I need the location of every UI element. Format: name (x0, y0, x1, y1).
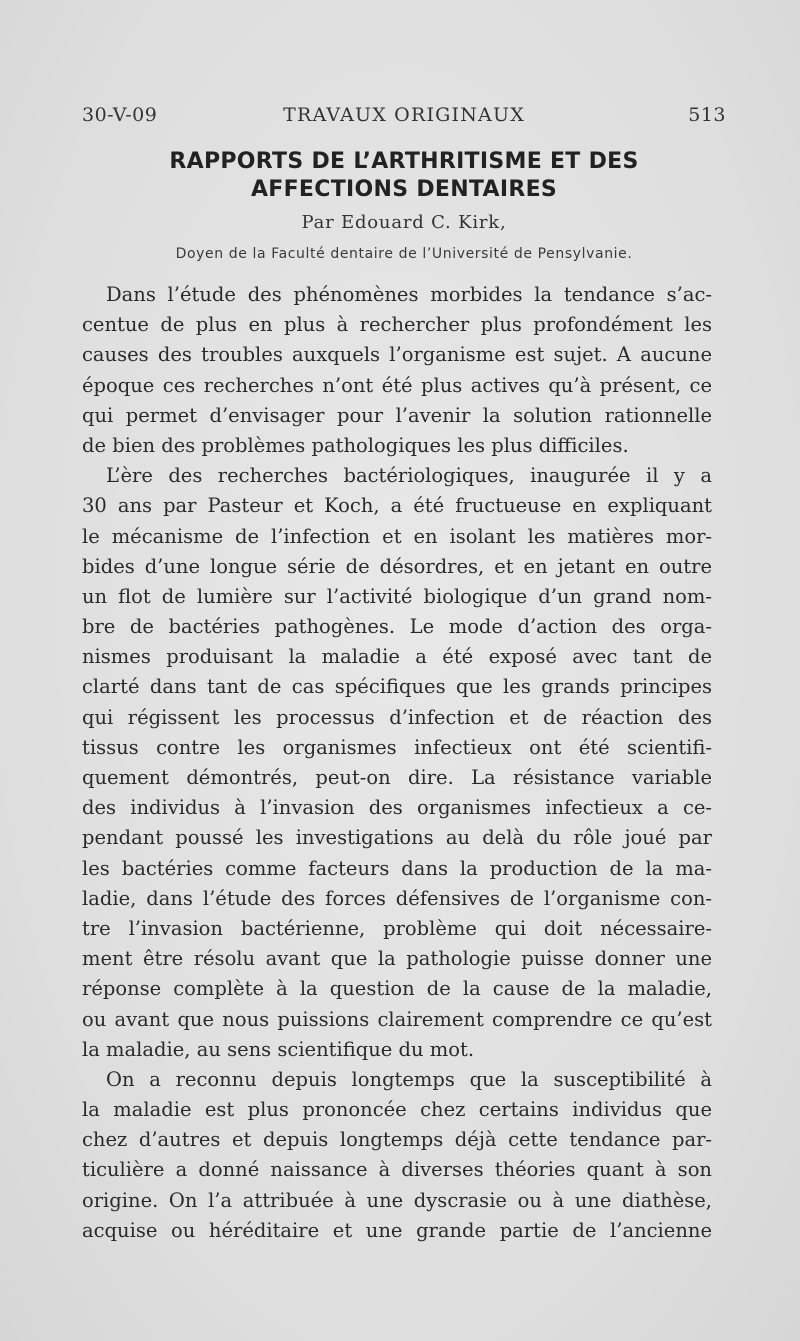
text-line: origine. On l’a attribuée à une dyscrasie ou à une diathèse, (82, 1188, 712, 1212)
article-title (82, 148, 726, 204)
text-line: acquise ou héréditaire et une grande partie de l’ancienne (82, 1218, 712, 1242)
text-line: des individus à l’invasion des organismes infectieux a ce- (82, 796, 712, 820)
article-body (82, 280, 712, 1246)
text-line: les bactéries comme facteurs dans la production de la ma- (82, 856, 712, 880)
page-number: 513 (688, 104, 726, 126)
running-head (82, 104, 726, 132)
header-section-title: TRAVAUX ORIGINAUX (283, 104, 525, 126)
text-line: qui permet d’envisager pour l’avenir la solution rationnelle (82, 403, 712, 427)
paragraph (82, 461, 712, 1065)
text-line: centue de plus en plus à rechercher plus profondément les (82, 313, 712, 337)
text-line: ment être résolu avant que la pathologie puisse donner une (82, 947, 712, 971)
text-line: bides d’une longue série de désordres, et en jetant en outre (82, 554, 712, 578)
author-affiliation: Doyen de la Faculté dentaire de l’Université de Pensylvanie. (175, 246, 633, 262)
paragraph (82, 1065, 712, 1246)
paragraph (82, 280, 712, 461)
text-line: réponse complète à la question de la cause de la maladie, (82, 977, 712, 1001)
text-line: ladie, dans l’étude des forces défensives de l’organisme con- (82, 886, 712, 910)
text-line: 30 ans par Pasteur et Koch, a été fructueuse en expliquant (82, 494, 712, 518)
text-line: tissus contre les organismes infectieux ont été scientifi- (82, 735, 712, 759)
text-line: quement démontrés, peut-on dire. La résistance variable (82, 766, 712, 789)
header-date: 30-V-09 (82, 104, 158, 126)
text-line: un flot de lumière sur l’activité biologique d’un grand nom- (82, 584, 712, 608)
article-title-line-1: RAPPORTS DE L’ARTHRITISME ET DES (169, 149, 639, 174)
text-line: On a reconnu depuis longtemps que la susceptibilité à (106, 1067, 712, 1091)
text-line: qui régissent les processus d’infection et de réaction des (82, 705, 712, 729)
article-title-line-2: AFFECTIONS DENTAIRES (250, 177, 558, 202)
text-line: ticulière a donné naissance à diverses théories quant à son (82, 1158, 712, 1182)
text-line: époque ces recherches n’ont été plus actives qu’à présent, ce (82, 373, 712, 397)
text-line: bre de bactéries pathogènes. Le mode d’action des orga- (82, 615, 712, 639)
text-line: nismes produisant la maladie a été exposé avec tant de (82, 645, 712, 669)
text-line: L’ère des recherches bactériologiques, inaugurée il y a (106, 464, 712, 488)
text-line: la maladie est plus prononcée chez certains individus que (82, 1098, 712, 1122)
text-line: la maladie, au sens scientifique du mot. (82, 1037, 475, 1061)
text-line: ou avant que nous puissions clairement comprendre ce qu’est (82, 1007, 712, 1031)
text-line: clarté dans tant de cas spécifiques que les grands principes (82, 675, 712, 699)
text-line: causes des troubles auxquels l’organisme est sujet. A aucune (82, 343, 712, 367)
text-line: Dans l’étude des phénomènes morbides la tendance s’ac- (106, 283, 712, 306)
text-line: chez d’autres et depuis longtemps déjà cette tendance par- (82, 1128, 712, 1152)
text-line: le mécanisme de l’infection et en isolant les matières mor- (82, 524, 712, 548)
text-line: de bien des problèmes pathologiques les plus difficiles. (82, 433, 629, 457)
text-line: tre l’invasion bactérienne, problème qui doit nécessaire- (82, 916, 712, 940)
author-byline: Par Edouard C. Kirk, (301, 212, 507, 233)
text-line: pendant poussé les investigations au delà du rôle joué par (82, 826, 712, 850)
